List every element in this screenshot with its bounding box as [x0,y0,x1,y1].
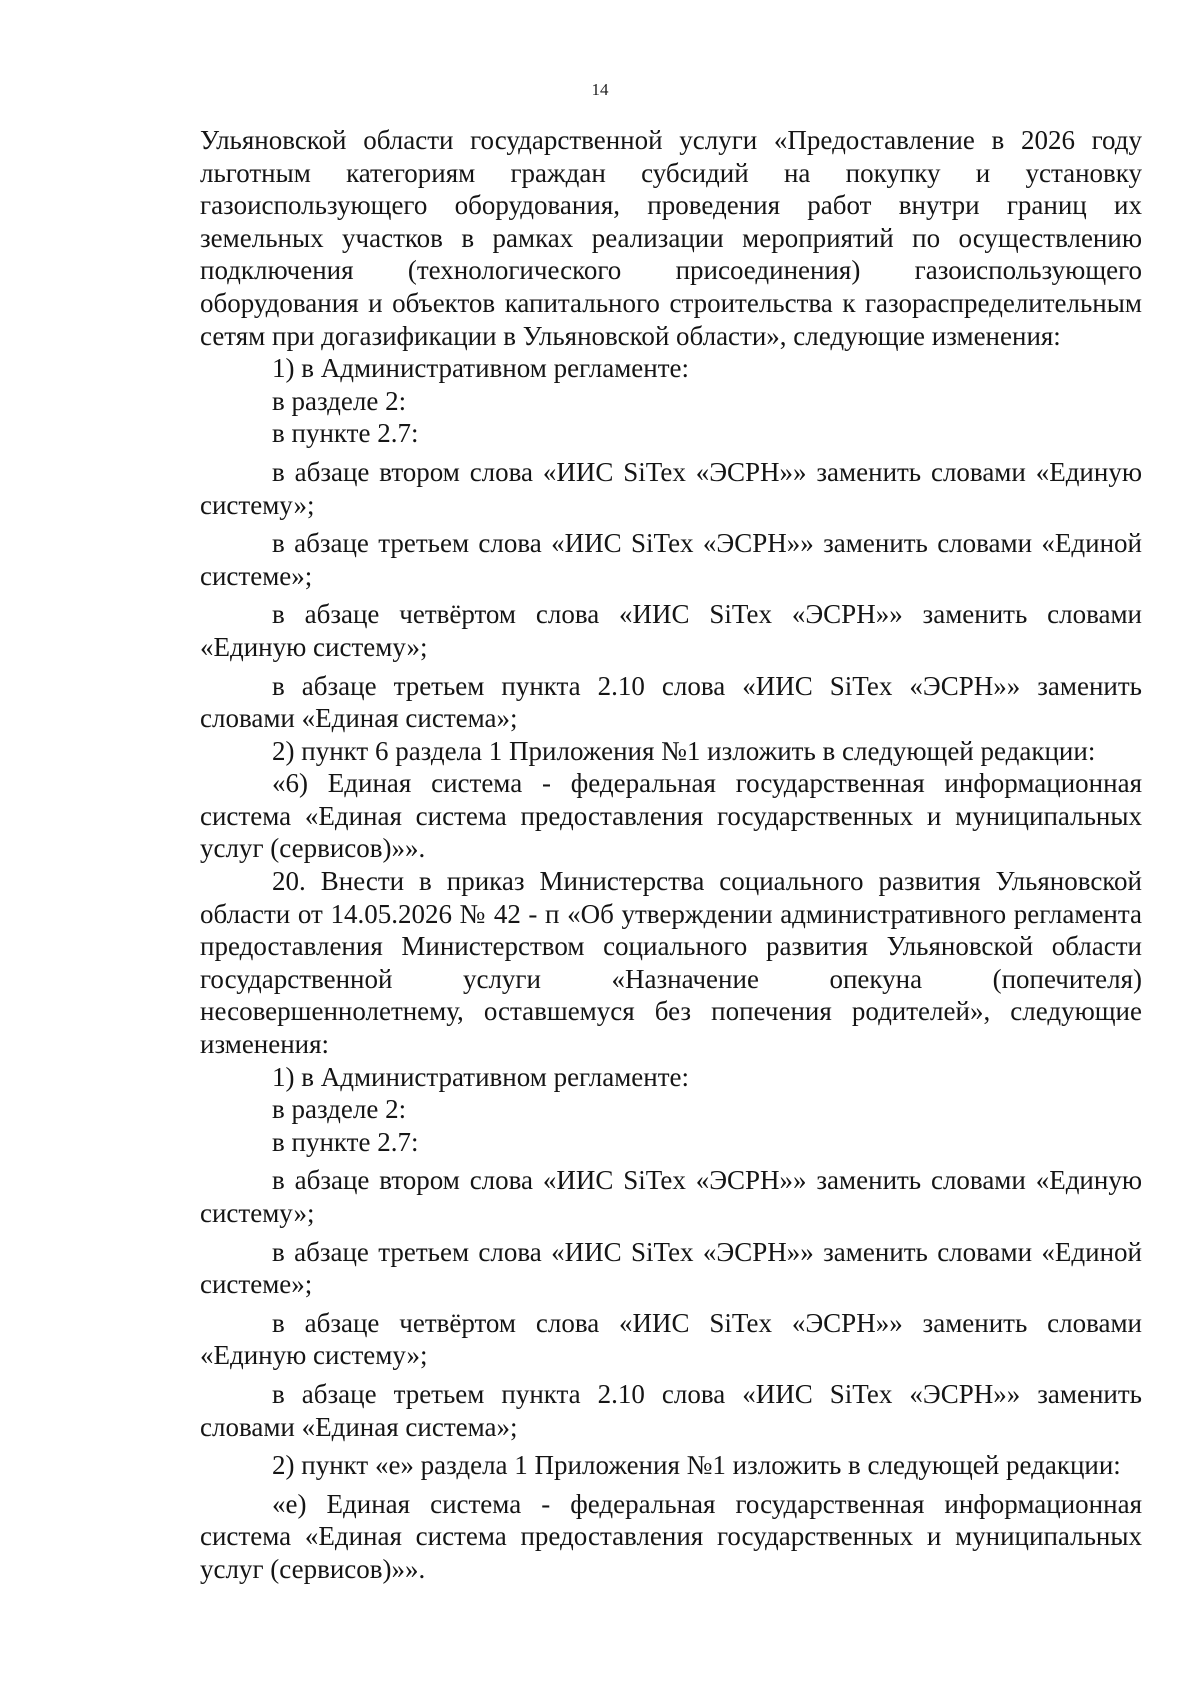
paragraph-section-2-b: в разделе 2: [272,1094,407,1125]
paragraph-item-2-appendix-b: 2) пункт «е» раздела 1 Приложения №1 изложить в следующей редакции: [272,1450,1121,1481]
paragraph-definition-e: «е) Единая система - федеральная государственная информационная система «Единая система предоставления государственных и муниципальных услуг (сервисов)»». [200,1488,1142,1584]
page-number: 14 [591,80,609,99]
paragraph-amendment-intro-1: Ульяновской области государственной услуги «Предоставление в 2026 году льготным категориям граждан субсидий на покупку и установку газоиспользующего оборудования, проведения работ внутри границ их земельных участков в рамках реализации мероприятий по осуществлению подключения (технологического присоединения) газоиспользующего оборудования и объектов капитального строительства к газораспределительным сетям при догазификации в Ульяновской области», следующие изменения: [200,125,1142,351]
paragraph-fourth-abzac-b: в абзаце четвёртом слова «ИИС SiTex «ЭСРН»» заменить словами «Единую систему»; [200,1307,1142,1371]
paragraph-third-abzac-b: в абзаце третьем слова «ИИС SiTex «ЭСРН»» заменить словами «Единой системе»; [200,1236,1142,1300]
paragraph-point-2-7-b: в пункте 2.7: [272,1126,419,1157]
paragraph-item-2-appendix: 2) пункт 6 раздела 1 Приложения №1 изложить в следующей редакции: [272,735,1096,766]
paragraph-third-abzac: в абзаце третьем слова «ИИС SiTex «ЭСРН»» заменить словами «Единой системе»; [200,528,1142,591]
paragraph-item-1-regulation: 1) в Административном регламенте: [272,353,690,384]
paragraph-fourth-abzac: в абзаце четвёртом слова «ИИС SiTex «ЭСРН»» заменить словами «Единую систему»; [200,599,1142,662]
document-body [200,124,1142,1586]
paragraph-point-20: 20. Внести в приказ Министерства социального развития Ульяновской области от 14.05.2026 № 42 - п «Об утверждении административного регламента предоставления Министерством социального развития Ульяновской области государственной услуги «Назначение опекуна (попечителя) несовершеннолетнему, оставшемуся без попечения родителей», следующие изменения: [200,866,1142,1060]
paragraph-second-abzac: в абзаце втором слова «ИИС SiTex «ЭСРН»» заменить словами «Единую систему»; [200,456,1142,520]
paragraph-section-2: в разделе 2: [272,385,407,416]
paragraph-item-1-regulation-2: 1) в Административном регламенте: [272,1061,690,1092]
paragraph-point-2-10-b: в абзаце третьем пункта 2.10 слова «ИИС SiTex «ЭСРН»» заменить словами «Единая система»; [200,1378,1142,1442]
paragraph-definition-6: «6) Единая система - федеральная государственная информационная система «Единая система предоставления государственных и муниципальных услуг (сервисов)»». [200,768,1142,864]
paragraph-point-2-7: в пункте 2.7: [272,418,419,449]
paragraph-second-abzac-b: в абзаце втором слова «ИИС SiTex «ЭСРН»» заменить словами «Единую систему»; [200,1165,1142,1228]
paragraph-point-2-10: в абзаце третьем пункта 2.10 слова «ИИС SiTex «ЭСРН»» заменить словами «Единая система»; [200,670,1142,734]
